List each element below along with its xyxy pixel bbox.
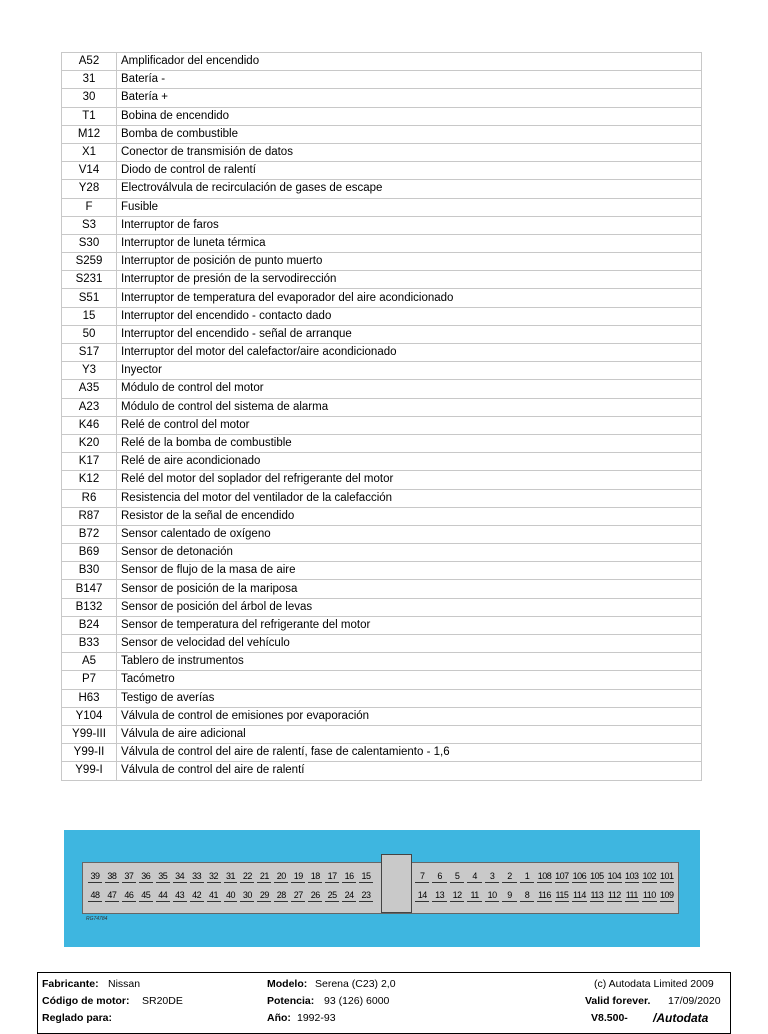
component-code: B132	[62, 598, 117, 616]
component-code: 50	[62, 325, 117, 343]
component-description: Interruptor del encendido - contacto dado	[117, 307, 702, 325]
component-code: S51	[62, 289, 117, 307]
component-description: Sensor de temperatura del refrigerante del motor	[117, 616, 702, 634]
component-code: P7	[62, 671, 117, 689]
legend-row	[62, 762, 702, 780]
pin-label: 46	[122, 889, 136, 902]
pin-label: 102	[642, 871, 657, 881]
legend-row	[62, 653, 702, 671]
legend-row	[62, 744, 702, 762]
legend-row	[62, 143, 702, 161]
legend-row	[62, 344, 702, 362]
component-description: Módulo de control del motor	[117, 380, 702, 398]
component-description: Interruptor de presión de la servodirección	[117, 271, 702, 289]
pin-label: 5	[450, 870, 464, 883]
component-code: T1	[62, 107, 117, 125]
pin-row-top-right	[415, 870, 677, 884]
vehicle-info-footer	[37, 972, 731, 1034]
pin-label: 44	[156, 889, 170, 902]
pin-label: 33	[190, 870, 204, 883]
component-description: Relé de la bomba de combustible	[117, 434, 702, 452]
component-description: Testigo de averías	[117, 689, 702, 707]
component-code: A52	[62, 53, 117, 71]
pin-label: 113	[590, 890, 604, 900]
component-description: Diodo de control de ralentí	[117, 162, 702, 180]
pin-label: 12	[450, 889, 464, 902]
component-code: Y104	[62, 707, 117, 725]
pin-label: 24	[342, 889, 356, 902]
pin-label: 104	[607, 871, 622, 881]
diagram-id: RG74784	[86, 916, 108, 922]
pin-label: 41	[207, 889, 221, 902]
legend-row	[62, 689, 702, 707]
component-code: B69	[62, 544, 117, 562]
pin-label: 31	[224, 870, 238, 883]
component-description: Inyector	[117, 362, 702, 380]
component-code: K46	[62, 416, 117, 434]
component-description: Interruptor del motor del calefactor/aire acondicionado	[117, 344, 702, 362]
pin-label: 35	[156, 870, 170, 883]
legend-row	[62, 489, 702, 507]
component-description: Interruptor de temperatura del evaporador del aire acondicionado	[117, 289, 702, 307]
copyright: (c) Autodata Limited 2009	[594, 978, 714, 990]
pin-label: 2	[502, 870, 516, 883]
component-code: S17	[62, 344, 117, 362]
legend-row	[62, 725, 702, 743]
component-code: S30	[62, 234, 117, 252]
pin-label: 45	[139, 889, 153, 902]
component-code: S259	[62, 253, 117, 271]
component-description: Sensor de posición del árbol de levas	[117, 598, 702, 616]
component-code: 31	[62, 71, 117, 89]
ecm-connector-panel	[64, 830, 700, 947]
pin-label: 111	[625, 890, 638, 900]
modelo-label: Modelo:	[267, 978, 308, 990]
pin-label: 29	[257, 889, 271, 902]
component-description: Resistencia del motor del ventilador de la calefacción	[117, 489, 702, 507]
pin-label: 13	[432, 889, 446, 902]
component-description: Relé de control del motor	[117, 416, 702, 434]
fabricante-label: Fabricante:	[42, 978, 99, 990]
component-description: Sensor de posición de la mariposa	[117, 580, 702, 598]
pin-label: 11	[467, 889, 481, 902]
pin-row-top-left	[88, 870, 376, 884]
pin-label: 116	[538, 890, 551, 900]
pin-label: 101	[659, 871, 674, 881]
legend-row	[62, 180, 702, 198]
pin-label: 109	[659, 890, 674, 900]
pin-label: 47	[105, 889, 119, 902]
component-legend-table	[61, 52, 702, 781]
legend-row	[62, 616, 702, 634]
component-code: F	[62, 198, 117, 216]
component-code: K20	[62, 434, 117, 452]
pin-label: 23	[359, 889, 373, 902]
component-code: A35	[62, 380, 117, 398]
component-description: Sensor de velocidad del vehículo	[117, 635, 702, 653]
pin-label: 20	[274, 870, 288, 883]
legend-row	[62, 216, 702, 234]
pin-label: 110	[642, 890, 656, 900]
pin-label: 36	[139, 870, 153, 883]
legend-row	[62, 325, 702, 343]
version: V8.500-	[591, 1012, 628, 1024]
pin-label: 108	[537, 871, 552, 881]
pin-label: 40	[224, 889, 238, 902]
pin-label: 107	[555, 871, 569, 881]
pin-label: 103	[625, 871, 639, 881]
component-description: Bobina de encendido	[117, 107, 702, 125]
pin-label: 10	[485, 889, 499, 902]
pin-label: 6	[432, 870, 446, 883]
component-code: A5	[62, 653, 117, 671]
component-description: Electroválvula de recirculación de gases de escape	[117, 180, 702, 198]
legend-row	[62, 271, 702, 289]
component-code: S3	[62, 216, 117, 234]
component-code: K17	[62, 453, 117, 471]
component-code: K12	[62, 471, 117, 489]
connector-body	[82, 862, 679, 914]
pin-row-bottom-left	[88, 889, 376, 903]
component-code: B30	[62, 562, 117, 580]
legend-row	[62, 562, 702, 580]
legend-row	[62, 635, 702, 653]
codigo-value: SR20DE	[142, 995, 183, 1007]
component-description: Fusible	[117, 198, 702, 216]
component-description: Válvula de control del aire de ralentí, fase de calentamiento - 1,6	[117, 744, 702, 762]
modelo-value: Serena (C23) 2,0	[315, 978, 396, 990]
component-code: S231	[62, 271, 117, 289]
component-description: Relé de aire acondicionado	[117, 453, 702, 471]
component-description: Sensor de detonación	[117, 544, 702, 562]
valid-date: 17/09/2020	[668, 995, 721, 1007]
component-description: Válvula de aire adicional	[117, 725, 702, 743]
component-code: B24	[62, 616, 117, 634]
pin-label: 18	[308, 870, 322, 883]
ano-value: 1992-93	[297, 1012, 336, 1024]
pin-label: 39	[88, 870, 102, 883]
component-description: Sensor calentado de oxígeno	[117, 525, 702, 543]
component-description: Resistor de la señal de encendido	[117, 507, 702, 525]
component-code: A23	[62, 398, 117, 416]
component-description: Relé del motor del soplador del refrigerante del motor	[117, 471, 702, 489]
legend-row	[62, 162, 702, 180]
legend-row	[62, 453, 702, 471]
pin-label: 14	[415, 889, 429, 902]
pin-label: 1	[520, 870, 534, 883]
component-description: Tablero de instrumentos	[117, 653, 702, 671]
pin-label: 38	[105, 870, 119, 883]
component-code: B147	[62, 580, 117, 598]
component-code: H63	[62, 689, 117, 707]
legend-row	[62, 671, 702, 689]
codigo-label: Código de motor:	[42, 995, 130, 1007]
pin-label: 26	[308, 889, 322, 902]
pin-label: 105	[590, 871, 604, 881]
pin-label: 4	[467, 870, 481, 883]
component-code: R6	[62, 489, 117, 507]
component-description: Interruptor de faros	[117, 216, 702, 234]
legend-row	[62, 307, 702, 325]
component-code: X1	[62, 143, 117, 161]
pin-label: 112	[607, 890, 621, 900]
component-code: Y99-I	[62, 762, 117, 780]
component-code: M12	[62, 125, 117, 143]
pin-label: 9	[502, 889, 516, 902]
pin-label: 19	[291, 870, 305, 883]
pin-label: 28	[274, 889, 288, 902]
component-code: R87	[62, 507, 117, 525]
pin-label: 21	[257, 870, 271, 883]
potencia-value: 93 (126) 6000	[324, 995, 390, 1007]
pin-label: 114	[572, 890, 586, 900]
legend-row	[62, 525, 702, 543]
component-description: Válvula de control de emisiones por evaporación	[117, 707, 702, 725]
component-description: Interruptor de luneta térmica	[117, 234, 702, 252]
component-code: 15	[62, 307, 117, 325]
legend-row	[62, 234, 702, 252]
fabricante-value: Nissan	[108, 978, 141, 990]
pin-label: 17	[325, 870, 339, 883]
component-description: Amplificador del encendido	[117, 53, 702, 71]
legend-row	[62, 253, 702, 271]
pin-label: 48	[88, 889, 102, 902]
component-code: V14	[62, 162, 117, 180]
legend-row	[62, 471, 702, 489]
component-description: Sensor de flujo de la masa de aire	[117, 562, 702, 580]
component-description: Interruptor de posición de punto muerto	[117, 253, 702, 271]
pin-label: 37	[122, 870, 136, 883]
component-code: Y99-III	[62, 725, 117, 743]
valid-label: Valid forever.	[585, 995, 651, 1007]
legend-row	[62, 53, 702, 71]
component-description: Batería +	[117, 89, 702, 107]
legend-row	[62, 71, 702, 89]
legend-row	[62, 89, 702, 107]
pin-label: 27	[291, 889, 305, 902]
potencia-label: Potencia:	[267, 995, 315, 1007]
component-code: B72	[62, 525, 117, 543]
component-code: B33	[62, 635, 117, 653]
pin-label: 7	[415, 870, 429, 883]
component-code: Y3	[62, 362, 117, 380]
legend-row	[62, 507, 702, 525]
pin-label: 3	[485, 870, 499, 883]
legend-row	[62, 125, 702, 143]
pin-label: 34	[173, 870, 187, 883]
component-code: Y28	[62, 180, 117, 198]
pin-label: 8	[520, 889, 534, 902]
autodata-logo: /Autodata	[653, 1011, 709, 1025]
legend-row	[62, 707, 702, 725]
legend-row	[62, 289, 702, 307]
legend-row	[62, 198, 702, 216]
pin-label: 43	[173, 889, 187, 902]
legend-row	[62, 380, 702, 398]
pin-label: 16	[342, 870, 356, 883]
pin-label: 115	[555, 890, 569, 900]
pin-label: 30	[240, 889, 254, 902]
component-description: Interruptor del encendido - señal de arranque	[117, 325, 702, 343]
legend-row	[62, 544, 702, 562]
legend-row	[62, 107, 702, 125]
component-description: Batería -	[117, 71, 702, 89]
component-description: Válvula de control del aire de ralentí	[117, 762, 702, 780]
legend-row	[62, 434, 702, 452]
component-code: 30	[62, 89, 117, 107]
reglado-label: Reglado para:	[42, 1012, 113, 1024]
component-description: Bomba de combustible	[117, 125, 702, 143]
legend-row	[62, 580, 702, 598]
pin-label: 25	[325, 889, 339, 902]
connector-key	[381, 854, 412, 913]
legend-row	[62, 398, 702, 416]
pin-label: 32	[207, 870, 221, 883]
pin-label: 106	[572, 871, 587, 881]
legend-row	[62, 362, 702, 380]
component-code: Y99-II	[62, 744, 117, 762]
pin-label: 15	[359, 870, 373, 883]
component-description: Módulo de control del sistema de alarma	[117, 398, 702, 416]
pin-label: 22	[240, 870, 254, 883]
legend-row	[62, 598, 702, 616]
pin-label: 42	[190, 889, 204, 902]
component-description: Conector de transmisión de datos	[117, 143, 702, 161]
component-description: Tacómetro	[117, 671, 702, 689]
pin-row-bottom-right	[415, 889, 677, 903]
ano-label: Año:	[267, 1012, 291, 1024]
legend-row	[62, 416, 702, 434]
